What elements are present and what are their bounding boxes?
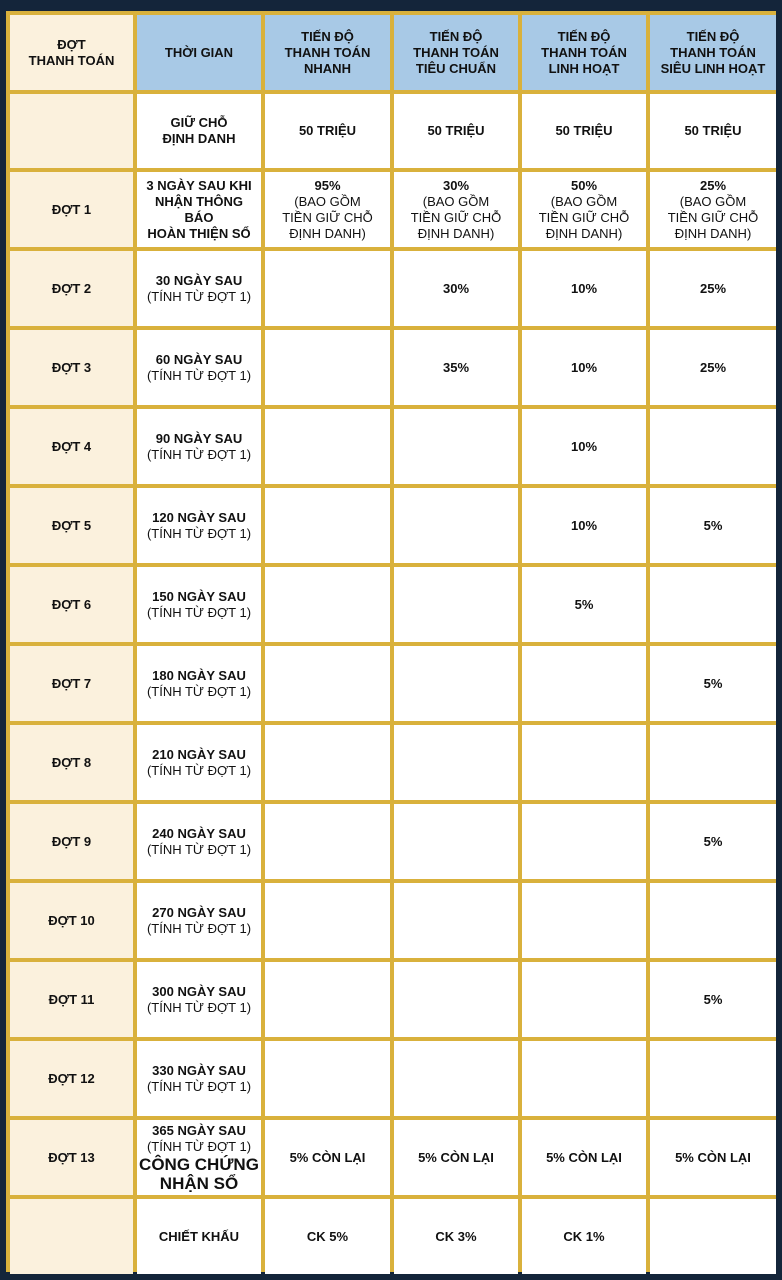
installment-name: ĐỢT 6 (10, 567, 133, 642)
installment-time-main: 270 NGÀY SAU (152, 904, 246, 920)
installment-time-sub: (TÍNH TỪ ĐỢT 1) (146, 288, 252, 304)
installment-time (137, 646, 261, 721)
installment-sieu-linh-hoat: 5% (650, 646, 776, 721)
installment-time-sub: (TÍNH TỪ ĐỢT 1) (146, 367, 252, 383)
installment-time-main: 180 NGÀY SAU (152, 667, 246, 683)
reservation-row (10, 94, 776, 168)
installment-row (10, 646, 776, 721)
dot1-name: ĐỢT 1 (10, 172, 133, 247)
discount-row (10, 1199, 776, 1274)
dot1-tieu-chuan-pct: 30% (442, 177, 470, 193)
installment-nhanh (265, 1041, 390, 1116)
reservation-linh-hoat: 50 TRIỆU (522, 94, 646, 168)
installment-time (137, 1041, 261, 1116)
dot1-sieu-linh-hoat (650, 172, 776, 247)
installment-row (10, 804, 776, 879)
dot13-notarize: CÔNG CHỨNG NHẬN SỔ (139, 1154, 259, 1193)
installment-time-main: 150 NGÀY SAU (152, 588, 246, 604)
installment-nhanh (265, 409, 390, 484)
dot13-row (10, 1120, 776, 1195)
installment-tieu-chuan (394, 567, 518, 642)
installment-name: ĐỢT 11 (10, 962, 133, 1037)
installment-name: ĐỢT 9 (10, 804, 133, 879)
header-nhanh: TIẾN ĐỘ THANH TOÁN NHANH (265, 15, 390, 90)
dot13-tieu-chuan: 5% CÒN LẠI (394, 1120, 518, 1195)
dot1-tieu-chuan (394, 172, 518, 247)
installment-sieu-linh-hoat: 5% (650, 804, 776, 879)
installment-tieu-chuan (394, 646, 518, 721)
installment-linh-hoat (522, 1041, 646, 1116)
installment-tieu-chuan (394, 725, 518, 800)
installment-time (137, 251, 261, 326)
installment-nhanh (265, 251, 390, 326)
installment-name: ĐỢT 10 (10, 883, 133, 958)
installment-sieu-linh-hoat: 5% (650, 962, 776, 1037)
installment-sieu-linh-hoat (650, 1041, 776, 1116)
installment-tieu-chuan (394, 804, 518, 879)
installment-time (137, 567, 261, 642)
discount-dot-cell (10, 1199, 133, 1274)
dot13-sieu-linh-hoat: 5% CÒN LẠI (650, 1120, 776, 1195)
dot1-nhanh-pct: 95% (314, 177, 341, 193)
installment-name: ĐỢT 2 (10, 251, 133, 326)
dot1-tieu-chuan-note: (BAO GỒM TIỀN GIỮ CHỖ ĐỊNH DANH) (410, 193, 502, 241)
installment-time-main: 240 NGÀY SAU (152, 825, 246, 841)
installment-row (10, 725, 776, 800)
installment-nhanh (265, 725, 390, 800)
dot13-time-main: 365 NGÀY SAU (152, 1122, 246, 1138)
payment-schedule-table (6, 11, 780, 1278)
installment-sieu-linh-hoat (650, 725, 776, 800)
installment-tieu-chuan (394, 883, 518, 958)
installment-nhanh (265, 883, 390, 958)
discount-label: CHIẾT KHẤU (137, 1199, 261, 1274)
installment-linh-hoat: 10% (522, 330, 646, 405)
installment-name: ĐỢT 3 (10, 330, 133, 405)
installment-nhanh (265, 962, 390, 1037)
header-thoi-gian: THỜI GIAN (137, 15, 261, 90)
dot1-sieu-linh-hoat-note: (BAO GỒM TIỀN GIỮ CHỖ ĐỊNH DANH) (667, 193, 759, 241)
installment-time (137, 488, 261, 563)
installment-sieu-linh-hoat: 25% (650, 330, 776, 405)
installment-tieu-chuan (394, 1041, 518, 1116)
dot13-time (137, 1120, 261, 1195)
installment-time (137, 883, 261, 958)
installment-tieu-chuan (394, 409, 518, 484)
installment-time-main: 210 NGÀY SAU (152, 746, 246, 762)
reservation-dot-cell (10, 94, 133, 168)
installment-time-main: 60 NGÀY SAU (155, 351, 243, 367)
dot13-time-sub: (TÍNH TỪ ĐỢT 1) (146, 1138, 252, 1154)
dot1-linh-hoat-pct: 50% (570, 177, 598, 193)
installment-name: ĐỢT 12 (10, 1041, 133, 1116)
installment-nhanh (265, 488, 390, 563)
installment-tieu-chuan (394, 962, 518, 1037)
installment-linh-hoat: 10% (522, 409, 646, 484)
dot1-row (10, 172, 776, 247)
installment-linh-hoat (522, 883, 646, 958)
installment-row (10, 962, 776, 1037)
installment-time-main: 30 NGÀY SAU (155, 272, 243, 288)
installment-time-main: 90 NGÀY SAU (155, 430, 243, 446)
installment-linh-hoat (522, 804, 646, 879)
installment-time-sub: (TÍNH TỪ ĐỢT 1) (146, 920, 252, 936)
dot13-name: ĐỢT 13 (10, 1120, 133, 1195)
installment-sieu-linh-hoat (650, 567, 776, 642)
header-sieu-linh-hoat: TIẾN ĐỘ THANH TOÁN SIÊU LINH HOẠT (650, 15, 776, 90)
installment-rows (10, 251, 776, 1116)
installment-name: ĐỢT 8 (10, 725, 133, 800)
installment-sieu-linh-hoat (650, 409, 776, 484)
dot1-linh-hoat-note: (BAO GỒM TIỀN GIỮ CHỖ ĐỊNH DANH) (538, 193, 630, 241)
installment-row (10, 1041, 776, 1116)
installment-tieu-chuan (394, 488, 518, 563)
dot1-time: 3 NGÀY SAU KHI NHẬN THÔNG BÁO HOÀN THIỆN SỔ (137, 172, 261, 247)
installment-time (137, 804, 261, 879)
installment-time (137, 409, 261, 484)
installment-nhanh (265, 804, 390, 879)
installment-name: ĐỢT 4 (10, 409, 133, 484)
installment-row (10, 883, 776, 958)
installment-time-sub: (TÍNH TỪ ĐỢT 1) (146, 999, 252, 1015)
payment-schedule-frame (6, 11, 776, 1272)
installment-tieu-chuan: 35% (394, 330, 518, 405)
installment-linh-hoat: 5% (522, 567, 646, 642)
installment-time-sub: (TÍNH TỪ ĐỢT 1) (146, 762, 252, 778)
installment-sieu-linh-hoat: 5% (650, 488, 776, 563)
installment-linh-hoat (522, 725, 646, 800)
installment-row (10, 251, 776, 326)
dot13-linh-hoat: 5% CÒN LẠI (522, 1120, 646, 1195)
discount-linh-hoat: CK 1% (522, 1199, 646, 1274)
installment-time-main: 330 NGÀY SAU (152, 1062, 246, 1078)
installment-time (137, 962, 261, 1037)
installment-name: ĐỢT 7 (10, 646, 133, 721)
installment-nhanh (265, 567, 390, 642)
installment-time (137, 725, 261, 800)
discount-nhanh: CK 5% (265, 1199, 390, 1274)
dot1-linh-hoat (522, 172, 646, 247)
installment-nhanh (265, 646, 390, 721)
installment-name: ĐỢT 5 (10, 488, 133, 563)
reservation-tieu-chuan: 50 TRIỆU (394, 94, 518, 168)
installment-time-sub: (TÍNH TỪ ĐỢT 1) (146, 683, 252, 699)
installment-linh-hoat (522, 646, 646, 721)
installment-time-sub: (TÍNH TỪ ĐỢT 1) (146, 604, 252, 620)
installment-time-sub: (TÍNH TỪ ĐỢT 1) (146, 525, 252, 541)
installment-time-main: 120 NGÀY SAU (152, 509, 246, 525)
installment-linh-hoat (522, 962, 646, 1037)
reservation-nhanh: 50 TRIỆU (265, 94, 390, 168)
header-linh-hoat: TIẾN ĐỘ THANH TOÁN LINH HOẠT (522, 15, 646, 90)
header-row (10, 15, 776, 90)
installment-time (137, 330, 261, 405)
installment-row (10, 409, 776, 484)
reservation-sieu-linh-hoat: 50 TRIỆU (650, 94, 776, 168)
installment-sieu-linh-hoat (650, 883, 776, 958)
installment-row (10, 567, 776, 642)
installment-time-sub: (TÍNH TỪ ĐỢT 1) (146, 841, 252, 857)
installment-linh-hoat: 10% (522, 488, 646, 563)
installment-time-sub: (TÍNH TỪ ĐỢT 1) (146, 446, 252, 462)
dot1-sieu-linh-hoat-pct: 25% (699, 177, 727, 193)
installment-time-main: 300 NGÀY SAU (152, 983, 246, 999)
installment-tieu-chuan: 30% (394, 251, 518, 326)
installment-time-sub: (TÍNH TỪ ĐỢT 1) (146, 1078, 252, 1094)
installment-sieu-linh-hoat: 25% (650, 251, 776, 326)
dot1-nhanh-note: (BAO GỒM TIỀN GIỮ CHỖ ĐỊNH DANH) (282, 193, 373, 241)
discount-tieu-chuan: CK 3% (394, 1199, 518, 1274)
header-dot: ĐỢT THANH TOÁN (10, 15, 133, 90)
dot1-nhanh (265, 172, 390, 247)
installment-row (10, 330, 776, 405)
reservation-label: GIỮ CHỖ ĐỊNH DANH (137, 94, 261, 168)
header-tieu-chuan: TIẾN ĐỘ THANH TOÁN TIÊU CHUẨN (394, 15, 518, 90)
installment-nhanh (265, 330, 390, 405)
installment-linh-hoat: 10% (522, 251, 646, 326)
discount-sieu-linh-hoat (650, 1199, 776, 1274)
dot13-nhanh: 5% CÒN LẠI (265, 1120, 390, 1195)
installment-row (10, 488, 776, 563)
